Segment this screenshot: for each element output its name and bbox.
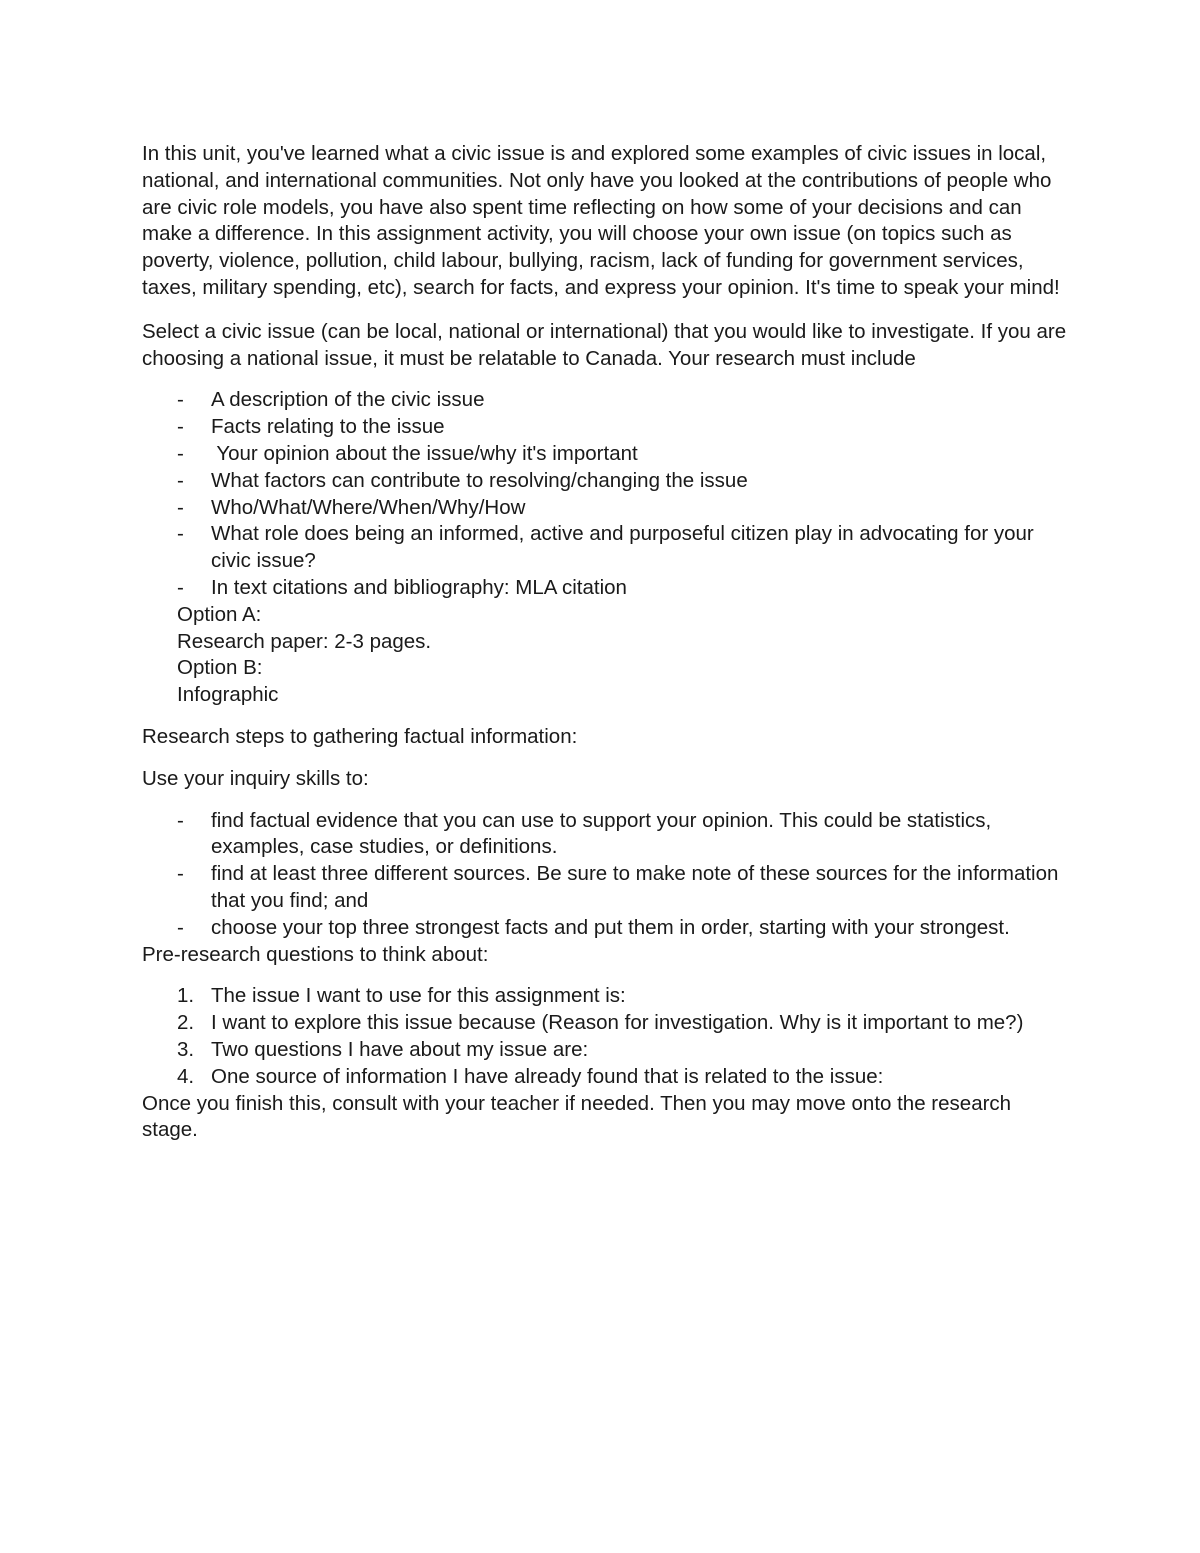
list-item — [142, 1010, 1067, 1037]
list-item — [142, 495, 1067, 522]
dash-marker: - — [177, 862, 184, 886]
list-item — [142, 468, 1067, 495]
list-item-text: find factual evidence that you can use to support your opinion. This could be statistics, examples, case studies, or definitions. — [211, 808, 992, 859]
list-item-text: choose your top three strongest facts and put them in order, starting with your strongest. — [211, 915, 1010, 939]
dash-marker: - — [177, 388, 184, 412]
dash-marker: - — [177, 808, 184, 832]
list-item-text: In text citations and bibliography: MLA citation — [211, 575, 627, 599]
dash-marker: - — [177, 441, 184, 465]
list-number: 3. — [177, 1037, 195, 1061]
option-b-label: Option B: — [177, 656, 263, 680]
inquiry-list — [142, 808, 1067, 942]
option-a-label: Option A: — [177, 602, 262, 626]
list-item-text: What factors can contribute to resolving/changing the issue — [211, 468, 748, 492]
list-item — [142, 575, 1067, 602]
document-body — [142, 141, 1067, 1144]
research-steps-heading: Research steps to gathering factual information: — [142, 724, 578, 748]
list-item-text: A description of the civic issue — [211, 388, 485, 412]
list-item — [142, 861, 1067, 915]
option-a-value: Research paper: 2-3 pages. — [177, 629, 432, 653]
dash-marker: - — [177, 575, 184, 599]
pre-research-questions-list — [142, 983, 1067, 1090]
list-number: 2. — [177, 1011, 195, 1035]
list-item — [142, 915, 1067, 942]
intro-paragraph: In this unit, you've learned what a civic issue is and explored some examples of civic issues in local, national, and international communities. Not only have you looked at the contributions of people who are civic role models, you have also spent time reflecting on how some of your decisions and can make a difference. In this assignment activity, you will choose your own issue (on topics such as poverty, violence, pollution, child labour, bullying, racism, lack of funding for government services, taxes, military spending, etc), search for facts, and express your opinion. It's time to speak your mind! — [142, 142, 1060, 299]
pre-research-heading: Pre-research questions to think about: — [142, 942, 489, 966]
dash-marker: - — [177, 522, 184, 546]
dash-marker: - — [177, 468, 184, 492]
dash-marker: - — [177, 915, 184, 939]
list-item — [142, 387, 1067, 414]
list-item — [142, 1064, 1067, 1091]
list-item-text: find at least three different sources. Be sure to make note of these sources for the information that you find; and — [211, 862, 1059, 912]
list-item — [142, 983, 1067, 1010]
list-item-text: I want to explore this issue because (Reason for investigation. Why is it important to me?) — [211, 1011, 1024, 1035]
list-item — [142, 414, 1067, 441]
research-requirements-list — [142, 387, 1067, 601]
list-item — [142, 521, 1067, 575]
closing-paragraph: Once you finish this, consult with your teacher if needed. Then you may move onto the research stage. — [142, 1091, 1012, 1142]
list-item-text: The issue I want to use for this assignment is: — [211, 984, 626, 1008]
dash-marker: - — [177, 415, 184, 439]
list-item-text: What role does being an informed, active and purposeful citizen play in advocating for your civic issue? — [211, 522, 1034, 573]
select-paragraph: Select a civic issue (can be local, national or international) that you would like to investigate. If you are choosing a national issue, it must be relatable to Canada. Your research must include — [142, 319, 1067, 370]
list-number: 1. — [177, 984, 195, 1008]
list-item-text: One source of information I have already found that is related to the issue: — [211, 1064, 884, 1088]
list-item-text: Your opinion about the issue/why it's important — [211, 441, 638, 465]
options-block — [142, 602, 1067, 709]
inquiry-heading: Use your inquiry skills to: — [142, 766, 369, 790]
list-item — [142, 1037, 1067, 1064]
list-item — [142, 441, 1067, 468]
list-item-text: Who/What/Where/When/Why/How — [211, 495, 526, 519]
list-item-text: Facts relating to the issue — [211, 415, 445, 439]
list-item — [142, 808, 1067, 862]
option-b-value: Infographic — [177, 683, 279, 707]
list-number: 4. — [177, 1064, 195, 1088]
list-item-text: Two questions I have about my issue are: — [211, 1037, 589, 1061]
dash-marker: - — [177, 495, 184, 519]
